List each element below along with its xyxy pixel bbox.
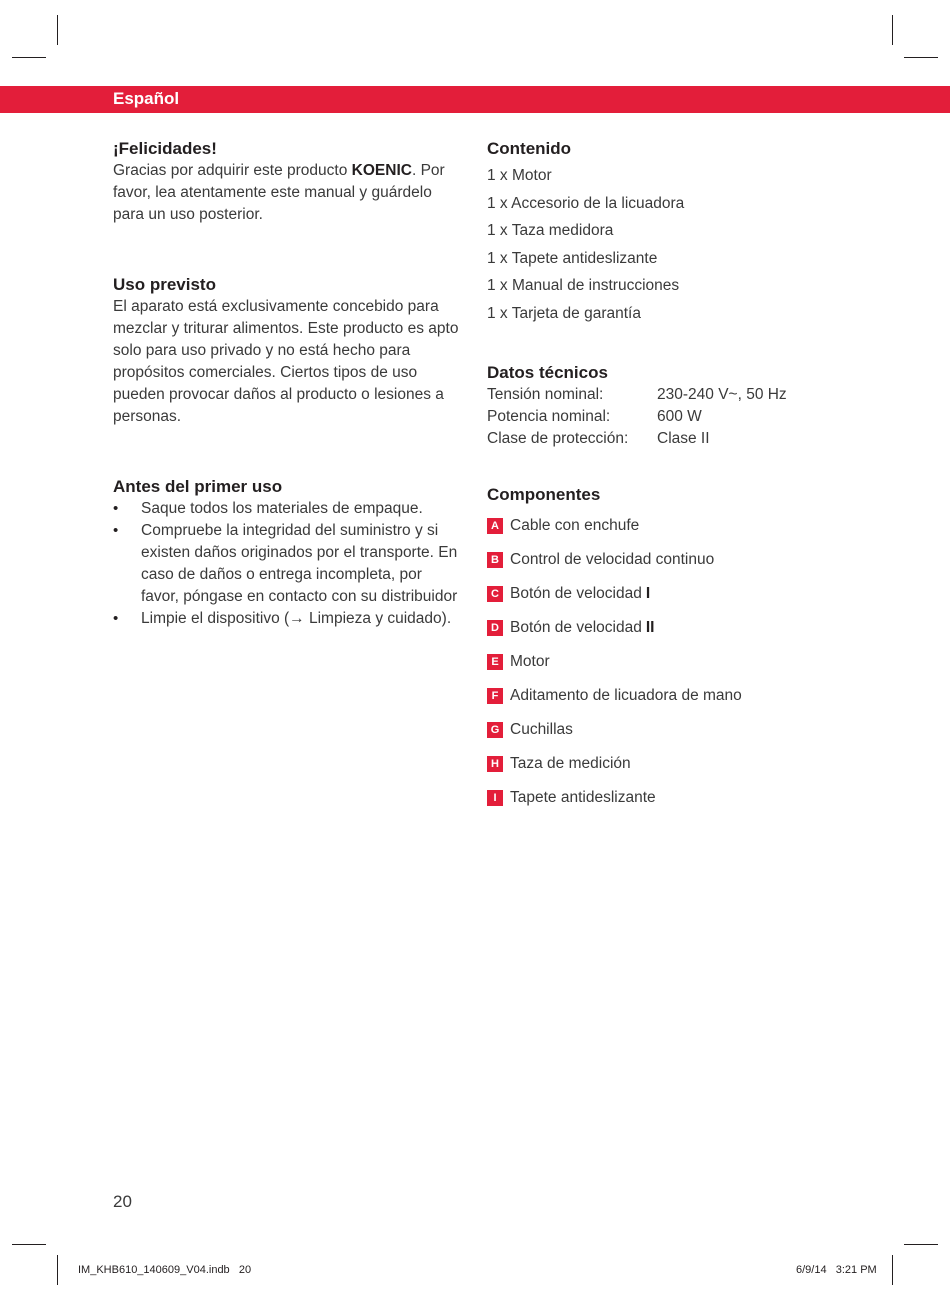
list-item-text: Compruebe la integridad del suministro y si existen daños originados por el transporte. En caso de daños o entrega incompleta, por favor, póngase en contacto con su distribuidor: [141, 522, 458, 605]
language-label: Español: [113, 89, 180, 108]
components-section: [487, 484, 837, 815]
components-heading: Componentes: [487, 484, 601, 504]
congrats-text: [113, 160, 463, 226]
list-item: 1 x Tarjeta de garantía: [487, 304, 641, 322]
intended-use-heading: Uso previsto: [113, 275, 216, 294]
right-column: [487, 138, 837, 841]
list-item: 1 x Motor: [487, 167, 552, 184]
list-item: 1 x Tapete antideslizante: [487, 249, 658, 267]
list-item-text: Limpie el dispositivo (→ Limpieza y cuidado).: [141, 610, 452, 627]
component-label: Cable con enchufe: [510, 516, 640, 534]
component-item: [487, 543, 837, 577]
table-row: [487, 428, 787, 450]
list-item: [113, 498, 463, 520]
contents-heading: Contenido: [487, 139, 572, 158]
before-first-use-heading: Antes del primer uso: [113, 477, 283, 496]
congrats-heading: ¡Felicidades!: [113, 139, 217, 158]
component-label: Tapete antideslizante: [510, 788, 656, 806]
tech-data-table: [487, 384, 787, 450]
table-row: [487, 406, 787, 428]
before-first-use-list: [113, 498, 463, 630]
tech-value: 600 W: [657, 407, 702, 425]
congrats-section: [113, 138, 463, 226]
component-letter-badge: I: [487, 790, 503, 806]
page-number: 20: [113, 1192, 132, 1211]
tech-data-heading: Datos técnicos: [487, 362, 608, 382]
list-item: [113, 520, 463, 608]
bullet-icon: •: [113, 610, 119, 627]
component-label: Cuchillas: [510, 720, 573, 738]
brand-name: KOENIC: [351, 162, 412, 179]
tech-data-section: [487, 362, 837, 450]
crop-mark: [12, 57, 46, 58]
component-letter-badge: H: [487, 756, 503, 772]
crop-mark: [904, 57, 938, 58]
tech-label: Tensión nominal:: [487, 385, 604, 403]
component-suffix: I: [645, 584, 651, 602]
tech-value: Clase II: [657, 429, 710, 447]
tech-label: Potencia nominal:: [487, 407, 611, 425]
list-item: 1 x Accesorio de la licuadora: [487, 194, 685, 212]
bullet-icon: •: [113, 500, 119, 517]
component-item: [487, 781, 837, 815]
component-item: [487, 679, 837, 713]
intended-use-section: [113, 274, 463, 428]
component-item: [487, 645, 837, 679]
component-item: [487, 747, 837, 781]
crop-mark: [12, 1244, 46, 1245]
component-label: Motor: [510, 652, 550, 670]
component-item: [487, 611, 837, 645]
component-suffix: II: [645, 618, 655, 636]
crop-mark: [892, 1255, 893, 1285]
component-label: Botón de velocidad: [510, 618, 642, 636]
congrats-text-end: . Por favor, lea atentamente este manual y guárdelo para un uso posterior.: [113, 162, 445, 223]
contents-list: [487, 162, 837, 328]
list-item: [113, 608, 463, 630]
component-item: [487, 509, 837, 543]
component-letter-badge: D: [487, 620, 503, 636]
tech-value: 230-240 V~, 50 Hz: [657, 385, 787, 403]
component-label: Aditamento de licuadora de mano: [510, 686, 742, 704]
tech-label: Clase de protección:: [487, 429, 629, 447]
congrats-text-start: Gracias por adquirir este producto: [113, 162, 348, 179]
crop-mark: [57, 1255, 58, 1285]
table-row: [487, 384, 787, 406]
contents-section: [487, 138, 837, 328]
print-slug-date: 6/9/14 3:21 PM: [796, 1264, 877, 1276]
component-item: [487, 713, 837, 747]
language-header-bar: [0, 86, 950, 113]
component-letter-badge: F: [487, 688, 503, 704]
component-label: Taza de medición: [510, 754, 631, 772]
list-item: 1 x Taza medidora: [487, 222, 614, 240]
bullet-icon: •: [113, 522, 119, 539]
component-letter-badge: E: [487, 654, 503, 670]
left-column: [113, 138, 463, 656]
component-letter-badge: B: [487, 552, 503, 568]
crop-mark: [904, 1244, 938, 1245]
print-slug-file: IM_KHB610_140609_V04.indb 20: [78, 1264, 252, 1276]
list-item-text: Saque todos los materiales de empaque.: [141, 500, 423, 517]
intended-use-text: El aparato está exclusivamente concebido para mezclar y triturar alimentos. Este producto es apto solo para uso privado y no está hecho para propósitos comerciales. Ciertos tipos de uso pueden provocar daños al producto o lesiones a personas.: [113, 298, 459, 425]
before-first-use-section: [113, 476, 463, 630]
component-item: [487, 577, 837, 611]
component-label: Control de velocidad continuo: [510, 550, 715, 568]
list-item: 1 x Manual de instrucciones: [487, 277, 680, 295]
component-letter-badge: A: [487, 518, 503, 534]
crop-mark: [57, 15, 58, 45]
component-letter-badge: C: [487, 586, 503, 602]
component-label: Botón de velocidad: [510, 584, 642, 602]
crop-mark: [892, 15, 893, 45]
component-letter-badge: G: [487, 722, 503, 738]
